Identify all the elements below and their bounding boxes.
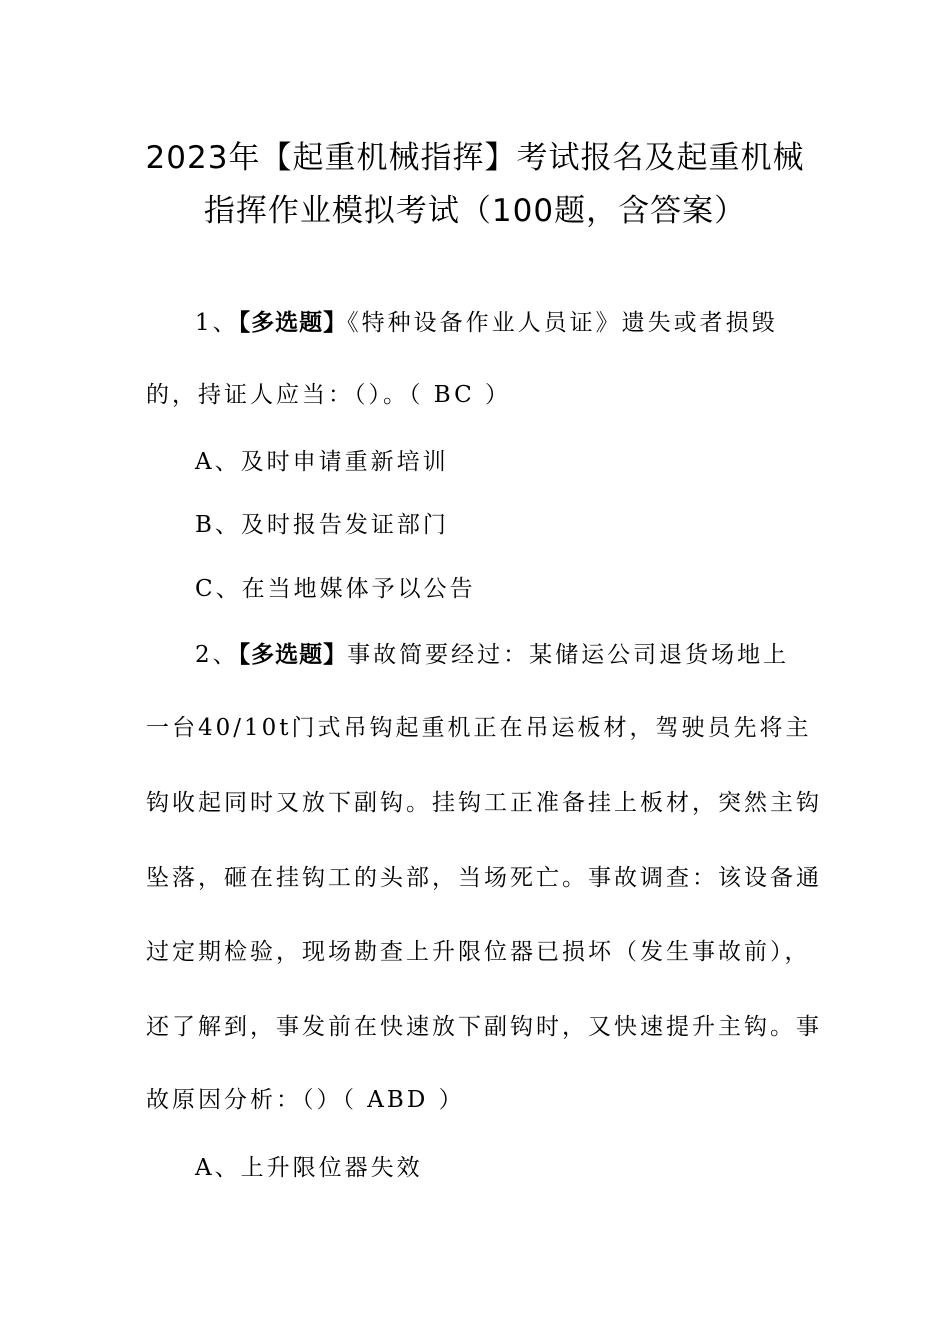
question-2-stem-line-5: 过定期检验，现场勘查上升限位器已损坏（发生事故前）， xyxy=(146,939,811,965)
question-2-type-tag: 【多选题】 xyxy=(238,642,348,668)
question-2-stem-line-2: 一台40/10t门式吊钩起重机正在吊运板材，驾驶员先将主 xyxy=(146,715,812,741)
question-1-stem-line-1 xyxy=(195,308,778,338)
question-1-option-c: C、在当地媒体予以公告 xyxy=(195,576,476,602)
question-2-option-a: A、上升限位器失效 xyxy=(195,1155,423,1181)
question-1-number: 1、 xyxy=(195,310,239,336)
question-2-stem-line-3: 钩收起同时又放下副钩。挂钩工正准备挂上板材，突然主钩 xyxy=(146,790,822,816)
question-2-number: 2、 xyxy=(195,642,239,668)
question-2-stem-line-6: 还了解到，事发前在快速放下副钩时，又快速提升主钩。事 xyxy=(146,1014,822,1040)
question-2-stem-line-1 xyxy=(195,640,789,670)
question-2-stem-line-4: 坠落，砸在挂钩工的头部，当场死亡。事故调查：该设备通 xyxy=(146,865,822,891)
question-2-stem-line-7: 故原因分析：（）（ ABD ） xyxy=(146,1087,465,1113)
document-title-line-1: 2023年【起重机械指挥】考试报名及起重机械 xyxy=(145,140,805,176)
question-1-stem-text: 《特种设备作业人员证》遗失或者损毁 xyxy=(347,310,778,336)
question-1-option-a: A、及时申请重新培训 xyxy=(195,449,449,475)
document-title-line-2: 指挥作业模拟考试（100题，含答案） xyxy=(203,193,747,229)
question-1-stem-line-2: 的，持证人应当：（）。（ BC ） xyxy=(146,382,512,408)
question-2-stem-text: 事故简要经过：某储运公司退货场地上 xyxy=(347,642,790,668)
question-1-type-tag: 【多选题】 xyxy=(238,310,348,336)
question-1-option-b: B、及时报告发证部门 xyxy=(195,512,449,538)
